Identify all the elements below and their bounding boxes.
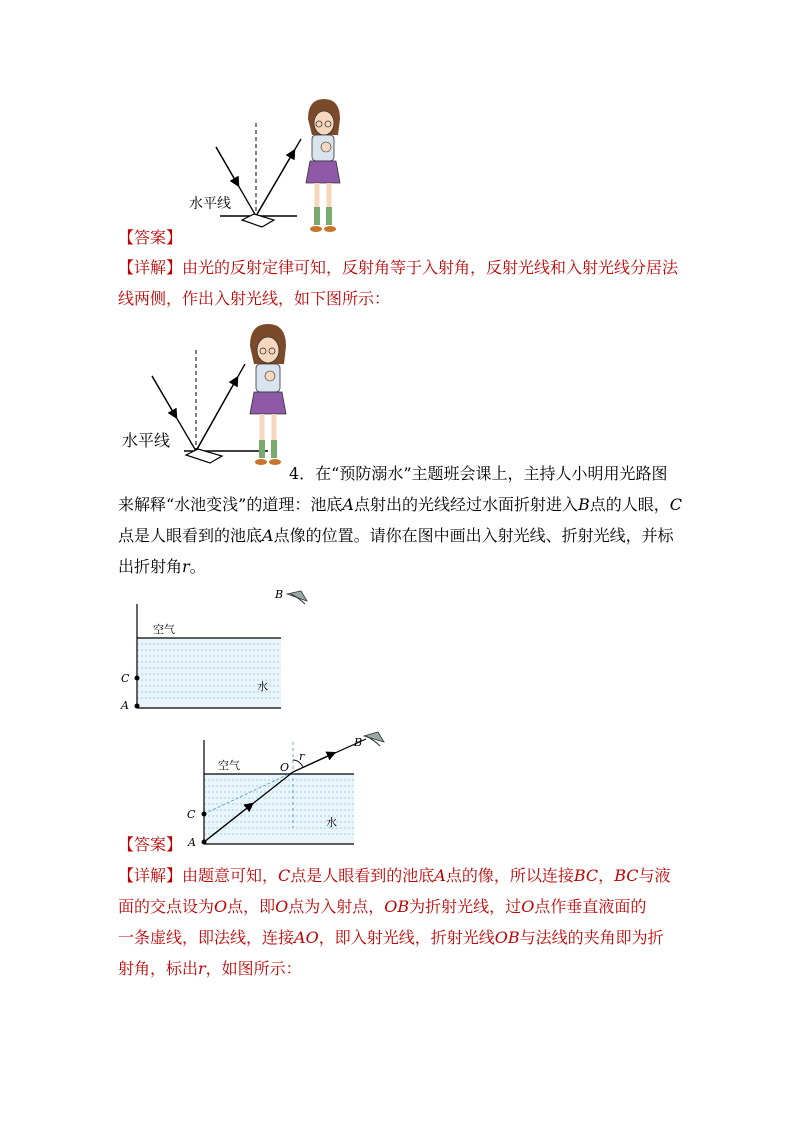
d2-l4-b: r xyxy=(198,959,206,978)
fig3-water-label: 水 xyxy=(257,680,268,693)
q4-l3-b: A xyxy=(262,526,274,545)
pool-figure-question xyxy=(115,582,320,717)
d2-l1-e: 点的像，所以连接 xyxy=(445,866,574,885)
eye-icon xyxy=(287,591,307,604)
q4-l2-a: 来解释“水池变浅”的道理：池底 xyxy=(118,495,343,514)
d2-l1-d: A xyxy=(434,866,446,885)
fig4-point-o: O xyxy=(280,761,290,774)
q4-l2-d: B xyxy=(577,495,590,514)
detail1-line2: 线两侧，作出入射光线，如下图所示： xyxy=(118,289,391,308)
d2-l1-c: 点是人眼看到的池底 xyxy=(290,866,435,885)
detail2-line3 xyxy=(118,928,664,948)
d2-l2-e: 点为入射点， xyxy=(288,897,385,916)
fig1-horizon-label: 水平线 xyxy=(189,196,231,212)
detail2-line4 xyxy=(118,959,302,979)
question4-line4 xyxy=(118,557,206,577)
fig4-point-c: C xyxy=(187,808,196,821)
d2-l2-h: O xyxy=(521,897,535,916)
fig3-point-b: B xyxy=(275,588,284,601)
q4-l4-a: 出折射角 xyxy=(118,557,183,576)
fig3-air-label: 空气 xyxy=(153,623,175,636)
d2-l3-a: 一条虚线，即法线，连接 xyxy=(118,928,295,947)
d2-l2-f: OB xyxy=(384,897,410,916)
answer2-tag: 【答案】 xyxy=(118,835,183,854)
fig4-point-a: A xyxy=(188,836,196,849)
question4-line2 xyxy=(118,495,682,515)
d2-l1-i: 与液 xyxy=(638,866,671,885)
fig4-water-label: 水 xyxy=(326,816,337,829)
detail2-line1 xyxy=(118,866,671,886)
d2-l3-c: ，即入射光线，折射光线 xyxy=(318,928,495,947)
detail2-tag: 【详解】 xyxy=(118,866,183,885)
girl-figure-icon-2 xyxy=(250,324,286,465)
d2-l3-e: 与法线的夹角即为折 xyxy=(519,928,664,947)
d2-l2-b: O xyxy=(214,897,228,916)
d2-l3-d: OB xyxy=(494,928,520,947)
d2-l2-c: 点，即 xyxy=(227,897,276,916)
girl-figure-icon xyxy=(306,99,340,232)
q4-l2-f: C xyxy=(669,495,682,514)
point-c-dot xyxy=(135,676,140,681)
fig4-point-r: r xyxy=(299,750,305,763)
d2-l4-c: ，如图所示： xyxy=(205,959,302,978)
d2-l1-g: ， xyxy=(598,866,615,885)
point-a-dot xyxy=(135,704,140,709)
d2-l2-d: O xyxy=(275,897,289,916)
d2-l2-i: 点作垂直液面的 xyxy=(534,897,647,916)
q4-l2-c: 点射出的光线经过水面折射进入 xyxy=(353,495,578,514)
fig4-point-b: B xyxy=(354,736,363,749)
reflection-figure-1 xyxy=(180,95,380,245)
detail2-line2 xyxy=(118,897,646,917)
d2-l1-h: BC xyxy=(614,866,639,885)
fig2-horizon-label: 水平线 xyxy=(122,431,171,450)
q4-l2-b: A xyxy=(342,495,354,514)
q4-l3-a: 点是人眼看到的池底 xyxy=(118,526,263,545)
detail1-text1: 由光的反射定律可知，反射角等于入射角，反射光线和入射光线分居法 xyxy=(182,258,679,277)
d2-l4-a: 射角，标出 xyxy=(118,959,199,978)
reflection-figure-2 xyxy=(118,320,318,480)
point-c-dot-2 xyxy=(202,812,207,817)
fig4-air-label: 空气 xyxy=(218,759,240,772)
q4-l4-c: 。 xyxy=(189,557,206,576)
d2-l2-a: 面的交点设为 xyxy=(118,897,215,916)
d2-l3-b: AO xyxy=(294,928,319,947)
detail1-line1 xyxy=(118,258,678,278)
point-a-dot-2 xyxy=(202,840,207,845)
answer1-tag: 【答案】 xyxy=(118,228,183,247)
d2-l1-f: BC xyxy=(573,866,599,885)
q4-l4-b: r xyxy=(182,557,190,576)
fig3-point-a: A xyxy=(121,699,129,712)
d2-l2-g: 为折射光线，过 xyxy=(409,897,522,916)
detail1-tag: 【详解】 xyxy=(118,258,183,277)
d2-l1-b: C xyxy=(278,866,291,885)
d2-l1-a: 由题意可知， xyxy=(182,866,279,885)
q4-l3-c: 点像的位置。请你在图中画出入射光线、折射光线，并标 xyxy=(273,526,674,545)
q4-l2-e: 点的人眼， xyxy=(589,495,670,514)
question4-line3 xyxy=(118,526,674,546)
eye-icon-2 xyxy=(364,732,384,746)
fig3-point-c: C xyxy=(121,672,130,685)
pool-figure-answer xyxy=(180,722,385,852)
question4-line1: 4．在“预防溺水”主题班会课上，主持人小明用光路图 xyxy=(289,464,668,483)
